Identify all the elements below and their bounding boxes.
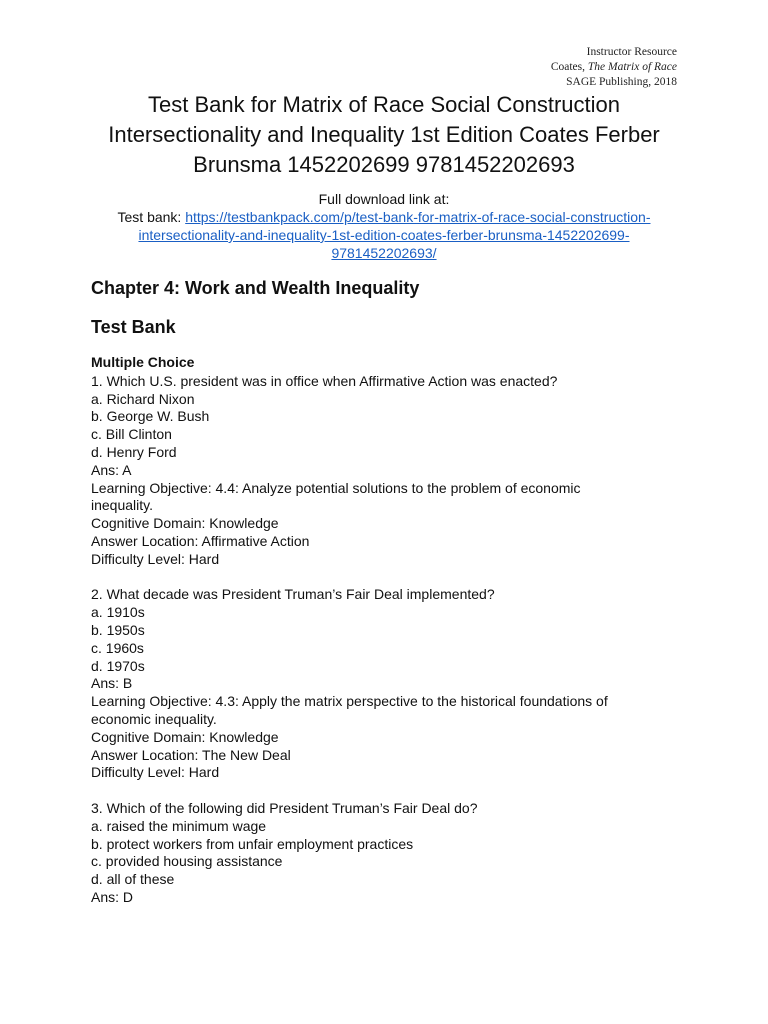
header-line-3: SAGE Publishing, 2018 bbox=[566, 76, 677, 88]
option-d: d. Henry Ford bbox=[91, 443, 177, 460]
instructor-resource-header bbox=[551, 45, 677, 90]
option-a: a. Richard Nixon bbox=[91, 390, 195, 407]
download-label: Full download link at: bbox=[318, 191, 450, 207]
header-book-title: The Matrix of Race bbox=[587, 61, 677, 73]
learning-objective-cont: economic inequality. bbox=[91, 710, 217, 727]
download-link-line-3 bbox=[80, 244, 688, 262]
question-text: 3. Which of the following did President Truman’s Fair Deal do? bbox=[91, 799, 478, 816]
chapter-title: Chapter 4: Work and Wealth Inequality bbox=[91, 278, 420, 298]
learning-objective: Learning Objective: 4.4: Analyze potential solutions to the problem of economic bbox=[91, 479, 581, 496]
answer: Ans: B bbox=[91, 675, 133, 692]
title-line-2: Intersectionality and Inequality 1st Edition Coates Ferber bbox=[108, 122, 660, 147]
learning-objective: Learning Objective: 4.3: Apply the matrix perspective to the historical foundations of bbox=[91, 693, 608, 710]
cognitive-domain: Cognitive Domain: Knowledge bbox=[91, 515, 279, 532]
download-link-part-1[interactable]: https://testbankpack.com/p/test-bank-for-matrix-of-race-social-construction- bbox=[185, 209, 651, 225]
title-line-1: Test Bank for Matrix of Race Social Construction bbox=[148, 92, 620, 117]
difficulty-level: Difficulty Level: Hard bbox=[91, 764, 220, 781]
difficulty-level: Difficulty Level: Hard bbox=[91, 550, 220, 567]
download-link-line-1 bbox=[80, 208, 688, 226]
download-link-part-3[interactable]: 9781452202693/ bbox=[331, 245, 437, 261]
header-line-1: Instructor Resource bbox=[586, 46, 677, 58]
download-link-line-2 bbox=[80, 226, 688, 244]
section-label: Multiple Choice bbox=[91, 354, 195, 370]
question-2 bbox=[91, 586, 691, 782]
option-b: b. 1950s bbox=[91, 621, 145, 638]
download-prefix: Test bank: bbox=[117, 209, 186, 225]
test-bank-heading: Test Bank bbox=[91, 317, 176, 337]
header-author: Coates, bbox=[550, 61, 588, 73]
option-c: c. provided housing assistance bbox=[91, 853, 283, 870]
cognitive-domain: Cognitive Domain: Knowledge bbox=[91, 728, 279, 745]
option-c: c. Bill Clinton bbox=[91, 426, 172, 443]
answer: Ans: A bbox=[91, 461, 132, 478]
learning-objective-cont: inequality. bbox=[91, 497, 154, 514]
question-1 bbox=[91, 373, 691, 569]
header-line-2 bbox=[551, 60, 677, 75]
option-b: b. George W. Bush bbox=[91, 408, 210, 425]
option-a: a. 1910s bbox=[91, 604, 145, 621]
title-line-3: Brunsma 1452202699 9781452202693 bbox=[193, 152, 575, 177]
option-c: c. 1960s bbox=[91, 639, 144, 656]
answer-location: Answer Location: Affirmative Action bbox=[91, 532, 310, 549]
option-b: b. protect workers from unfair employment practices bbox=[91, 835, 414, 852]
option-d: d. 1970s bbox=[91, 657, 145, 674]
answer-location: Answer Location: The New Deal bbox=[91, 746, 291, 763]
option-d: d. all of these bbox=[91, 871, 175, 888]
question-text: 2. What decade was President Truman’s Fair Deal implemented? bbox=[91, 586, 495, 603]
document-title bbox=[80, 90, 688, 180]
answer: Ans: D bbox=[91, 888, 134, 905]
question-text: 1. Which U.S. president was in office when Affirmative Action was enacted? bbox=[91, 372, 558, 389]
option-a: a. raised the minimum wage bbox=[91, 817, 267, 834]
download-section bbox=[80, 190, 688, 262]
question-3 bbox=[91, 800, 691, 907]
download-link-part-2[interactable]: intersectionality-and-inequality-1st-edition-coates-ferber-brunsma-1452202699- bbox=[138, 227, 630, 243]
questions-content bbox=[91, 354, 691, 925]
